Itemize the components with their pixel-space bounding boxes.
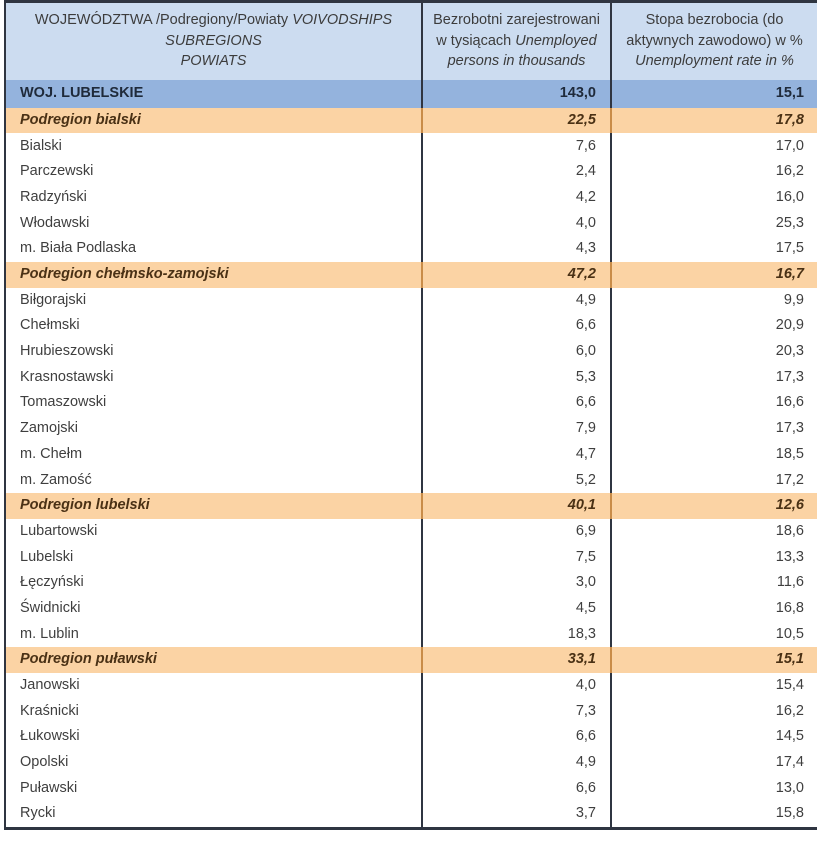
cell-region-name: Puławski xyxy=(5,776,422,802)
cell-region-name: Podregion puławski xyxy=(5,647,422,673)
cell-region-name: m. Zamość xyxy=(5,467,422,493)
cell-region-name: Chełmski xyxy=(5,313,422,339)
cell-region-name: Parczewski xyxy=(5,159,422,185)
cell-unemployed-thousands: 6,6 xyxy=(422,313,611,339)
cell-unemployed-thousands: 40,1 xyxy=(422,493,611,519)
table-row-powiat xyxy=(5,442,817,468)
table-row-powiat xyxy=(5,288,817,314)
cell-region-name: Radzyński xyxy=(5,185,422,211)
cell-unemployment-rate: 15,8 xyxy=(611,801,817,828)
cell-region-name: Łukowski xyxy=(5,724,422,750)
column-header-unemployed-pl: Bezrobotni zarejestrowani w tysiącach xyxy=(433,12,600,49)
table-row-powiat xyxy=(5,467,817,493)
table-row-powiat xyxy=(5,801,817,828)
table-row-powiat xyxy=(5,621,817,647)
cell-unemployed-thousands: 7,9 xyxy=(422,416,611,442)
table-row-powiat xyxy=(5,185,817,211)
cell-region-name: Tomaszowski xyxy=(5,390,422,416)
cell-region-name: Podregion bialski xyxy=(5,108,422,134)
cell-unemployment-rate: 20,9 xyxy=(611,313,817,339)
column-header-region-en-3: POWIATS xyxy=(180,53,247,70)
cell-unemployment-rate: 17,5 xyxy=(611,236,817,262)
cell-region-name: m. Chełm xyxy=(5,442,422,468)
table-row-powiat xyxy=(5,339,817,365)
table-row-voivodship xyxy=(5,80,817,108)
table-row-powiat xyxy=(5,750,817,776)
cell-unemployment-rate: 17,4 xyxy=(611,750,817,776)
cell-unemployed-thousands: 7,6 xyxy=(422,133,611,159)
table-row-powiat xyxy=(5,776,817,802)
cell-region-name: Zamojski xyxy=(5,416,422,442)
cell-region-name: Krasnostawski xyxy=(5,365,422,391)
table-header xyxy=(5,2,817,80)
cell-unemployed-thousands: 2,4 xyxy=(422,159,611,185)
table-row-powiat xyxy=(5,416,817,442)
cell-unemployed-thousands: 22,5 xyxy=(422,108,611,134)
cell-region-name: Bialski xyxy=(5,133,422,159)
column-header-rate-en: Unemployment rate in % xyxy=(635,53,794,70)
cell-unemployment-rate: 25,3 xyxy=(611,210,817,236)
cell-unemployed-thousands: 3,0 xyxy=(422,570,611,596)
cell-unemployment-rate: 17,3 xyxy=(611,416,817,442)
table-row-powiat xyxy=(5,596,817,622)
cell-unemployment-rate: 16,7 xyxy=(611,262,817,288)
cell-unemployed-thousands: 4,0 xyxy=(422,210,611,236)
table-row-powiat xyxy=(5,673,817,699)
cell-unemployed-thousands: 18,3 xyxy=(422,621,611,647)
cell-unemployment-rate: 14,5 xyxy=(611,724,817,750)
cell-region-name: Opolski xyxy=(5,750,422,776)
table-row-subregion xyxy=(5,493,817,519)
table-row-powiat xyxy=(5,570,817,596)
table-row-powiat xyxy=(5,544,817,570)
table-row-powiat xyxy=(5,519,817,545)
cell-unemployed-thousands: 143,0 xyxy=(422,80,611,108)
cell-unemployed-thousands: 3,7 xyxy=(422,801,611,828)
cell-unemployment-rate: 17,3 xyxy=(611,365,817,391)
cell-unemployment-rate: 15,1 xyxy=(611,80,817,108)
cell-unemployment-rate: 17,0 xyxy=(611,133,817,159)
cell-unemployed-thousands: 6,6 xyxy=(422,390,611,416)
cell-unemployment-rate: 17,8 xyxy=(611,108,817,134)
cell-unemployment-rate: 16,2 xyxy=(611,699,817,725)
cell-region-name: Łęczyński xyxy=(5,570,422,596)
table-row-powiat xyxy=(5,699,817,725)
cell-unemployed-thousands: 4,7 xyxy=(422,442,611,468)
table-row-powiat xyxy=(5,724,817,750)
cell-unemployment-rate: 16,8 xyxy=(611,596,817,622)
cell-unemployed-thousands: 5,3 xyxy=(422,365,611,391)
table-row-subregion xyxy=(5,108,817,134)
cell-unemployment-rate: 11,6 xyxy=(611,570,817,596)
column-header-region xyxy=(5,2,422,80)
cell-unemployment-rate: 17,2 xyxy=(611,467,817,493)
cell-unemployment-rate: 20,3 xyxy=(611,339,817,365)
cell-unemployed-thousands: 7,5 xyxy=(422,544,611,570)
cell-region-name: Rycki xyxy=(5,801,422,828)
table-row-subregion xyxy=(5,262,817,288)
cell-unemployed-thousands: 7,3 xyxy=(422,699,611,725)
table-row-powiat xyxy=(5,236,817,262)
column-header-region-en-1: VOIVODSHIPS xyxy=(292,12,393,28)
cell-region-name: Podregion chełmsko-zamojski xyxy=(5,262,422,288)
cell-region-name: Świdnicki xyxy=(5,596,422,622)
column-header-region-pl: WOJEWÓDZTWA /Podregiony/Powiaty xyxy=(34,12,293,28)
cell-region-name: m. Biała Podlaska xyxy=(5,236,422,262)
cell-unemployment-rate: 15,4 xyxy=(611,673,817,699)
cell-unemployment-rate: 16,2 xyxy=(611,159,817,185)
unemployment-statistics-table xyxy=(4,0,817,830)
cell-unemployed-thousands: 4,2 xyxy=(422,185,611,211)
cell-region-name: Lubelski xyxy=(5,544,422,570)
column-header-unemployed-en: Unemployed persons in thousands xyxy=(447,32,597,70)
column-header-unemployed xyxy=(422,2,611,80)
cell-region-name: m. Lublin xyxy=(5,621,422,647)
cell-unemployment-rate: 13,3 xyxy=(611,544,817,570)
cell-unemployment-rate: 10,5 xyxy=(611,621,817,647)
header-row xyxy=(5,2,817,80)
cell-unemployed-thousands: 4,9 xyxy=(422,288,611,314)
cell-unemployed-thousands: 33,1 xyxy=(422,647,611,673)
cell-unemployment-rate: 16,6 xyxy=(611,390,817,416)
cell-unemployment-rate: 9,9 xyxy=(611,288,817,314)
cell-unemployment-rate: 18,5 xyxy=(611,442,817,468)
cell-unemployment-rate: 12,6 xyxy=(611,493,817,519)
cell-unemployed-thousands: 6,6 xyxy=(422,724,611,750)
cell-unemployed-thousands: 4,3 xyxy=(422,236,611,262)
column-header-rate-pl: Stopa bezrobocia (do aktywnych zawodowo) w % xyxy=(626,12,803,49)
cell-unemployment-rate: 13,0 xyxy=(611,776,817,802)
cell-unemployed-thousands: 5,2 xyxy=(422,467,611,493)
cell-region-name: Włodawski xyxy=(5,210,422,236)
cell-unemployed-thousands: 6,6 xyxy=(422,776,611,802)
cell-region-name: Hrubieszowski xyxy=(5,339,422,365)
cell-region-name: Janowski xyxy=(5,673,422,699)
table-row-powiat xyxy=(5,210,817,236)
cell-region-name: Podregion lubelski xyxy=(5,493,422,519)
cell-unemployed-thousands: 47,2 xyxy=(422,262,611,288)
cell-region-name: Kraśnicki xyxy=(5,699,422,725)
cell-unemployment-rate: 16,0 xyxy=(611,185,817,211)
cell-unemployed-thousands: 4,5 xyxy=(422,596,611,622)
cell-unemployed-thousands: 4,0 xyxy=(422,673,611,699)
table-row-powiat xyxy=(5,365,817,391)
table-row-powiat xyxy=(5,133,817,159)
table-row-subregion xyxy=(5,647,817,673)
cell-region-name: WOJ. LUBELSKIE xyxy=(5,80,422,108)
cell-unemployment-rate: 18,6 xyxy=(611,519,817,545)
table-row-powiat xyxy=(5,159,817,185)
cell-region-name: Lubartowski xyxy=(5,519,422,545)
table-row-powiat xyxy=(5,390,817,416)
cell-unemployed-thousands: 4,9 xyxy=(422,750,611,776)
cell-region-name: Biłgorajski xyxy=(5,288,422,314)
cell-unemployment-rate: 15,1 xyxy=(611,647,817,673)
column-header-rate xyxy=(611,2,817,80)
table-row-powiat xyxy=(5,313,817,339)
table-body xyxy=(5,80,817,828)
column-header-region-en-2: SUBREGIONS xyxy=(165,32,262,49)
cell-unemployed-thousands: 6,9 xyxy=(422,519,611,545)
cell-unemployed-thousands: 6,0 xyxy=(422,339,611,365)
